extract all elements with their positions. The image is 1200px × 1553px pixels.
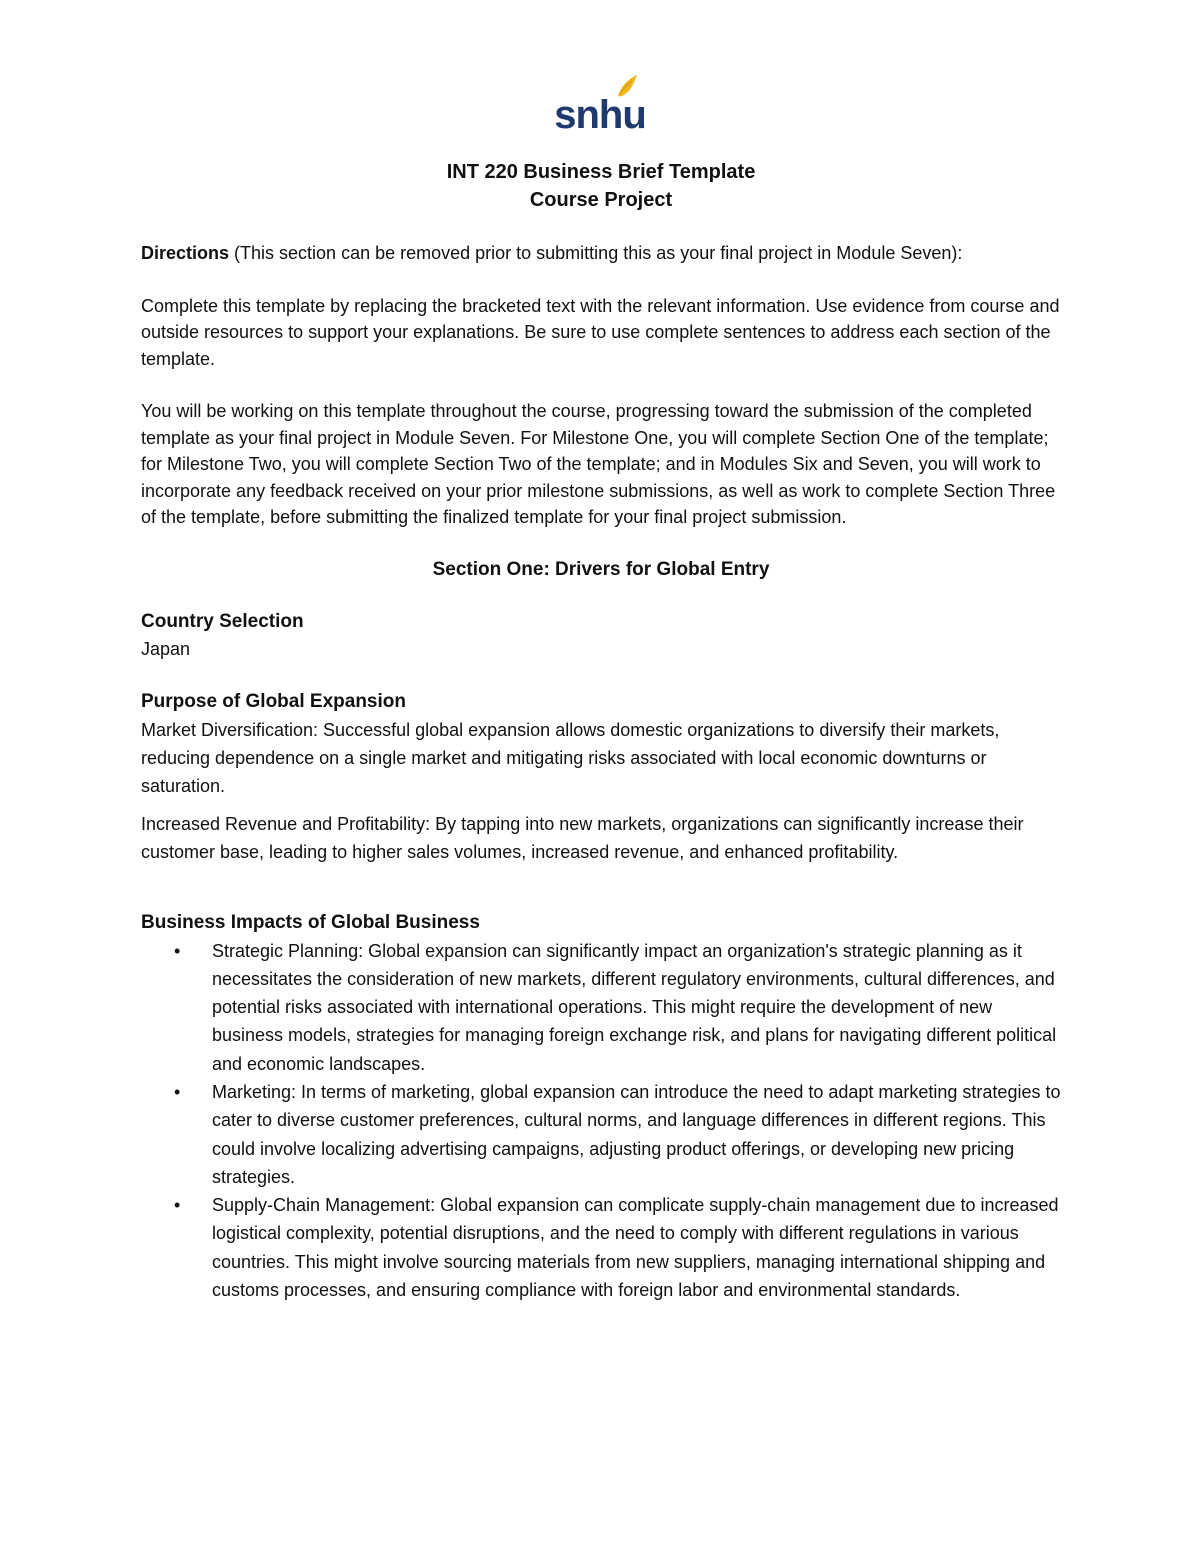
document-title: INT 220 Business Brief Template [446, 161, 756, 183]
list-item [141, 937, 1061, 1078]
purpose-heading: Purpose of Global Expansion [141, 691, 406, 712]
directions-note: (This section can be removed prior to submitting this as your final project in Module Seven): [229, 243, 963, 263]
directions-paragraph-1: Complete this template by replacing the bracketed text with the relevant information. Use evidence from course and outside resources to support your explanations. Be sure to use complete sentences to address each section of the template. [141, 295, 1060, 369]
title-block [141, 158, 1061, 214]
list-item [141, 1078, 1061, 1191]
impacts-block [141, 910, 1061, 1304]
impacts-list [141, 937, 1061, 1305]
country-selection-block [141, 609, 1061, 662]
country-selection-value: Japan [141, 638, 191, 659]
spacer [141, 866, 1061, 910]
country-selection-heading: Country Selection [141, 611, 304, 632]
document-content [141, 150, 1061, 1304]
directions-paragraph-2: You will be working on this template throughout the course, progressing toward the submission of the completed template as your final project in Module Seven. For Milestone One, you will complete Section One of the template; for Milestone Two, you will complete Section Two of the template; and in Modules Six and Seven, you will work to incorporate any feedback received on your prior milestone submissions, as well as work to complete Section Three of the template, before submitting the finalized template for your final project submission. [141, 401, 1056, 527]
bullet-icon: • [174, 1081, 181, 1102]
bullet-icon: • [174, 1195, 181, 1216]
impacts-heading: Business Impacts of Global Business [141, 912, 480, 933]
logo-text: snhu [554, 93, 646, 137]
list-item-text: Supply-Chain Management: Global expansion can complicate supply-chain management due to increased logistical complexity, potential disruptions, and the need to comply with different regulations in various countries. This might involve sourcing materials from new suppliers, managing international shipping and customs processes, and ensuring compliance with foreign labor and environmental standards. [212, 1195, 1059, 1301]
purpose-block [141, 688, 1061, 866]
bullet-icon: • [174, 940, 181, 961]
list-item-text: Marketing: In terms of marketing, global expansion can introduce the need to adapt marketing strategies to cater to diverse customer preferences, cultural norms, and language differences in different regions. This could involve localizing advertising campaigns, adjusting product offerings, or developing new pricing strategies. [212, 1081, 1061, 1187]
purpose-paragraph-2: Increased Revenue and Profitability: By tapping into new markets, organizations can significantly increase their customer base, leading to higher sales volumes, increased revenue, and enhanced profitability. [141, 814, 1024, 862]
document-subtitle: Course Project [529, 189, 673, 211]
purpose-paragraph-1: Market Diversification: Successful global expansion allows domestic organizations to diversify their markets, reducing dependence on a single market and mitigating risks associated with local economic downturns or saturation. [141, 720, 1000, 796]
directions-line [141, 240, 1061, 267]
list-item [141, 1191, 1061, 1304]
snhu-logo [540, 70, 660, 142]
section-one-heading: Section One: Drivers for Global Entry [432, 558, 770, 580]
directions-label: Directions [141, 243, 230, 263]
list-item-text: Strategic Planning: Global expansion can significantly impact an organization's strategic planning as it necessitates the consideration of new markets, different regulatory environments, cultural differences, and potential risks associated with international operations. This might require the development of new business models, strategies for managing foreign exchange risk, and plans for navigating different political and economic landscapes. [212, 940, 1057, 1074]
